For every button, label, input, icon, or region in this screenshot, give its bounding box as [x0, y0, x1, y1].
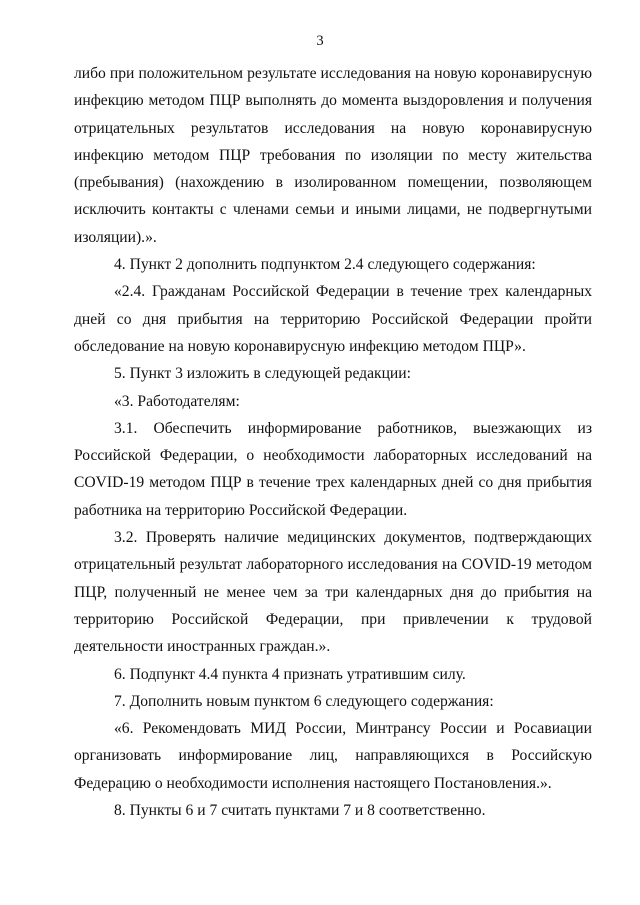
page-number: 3 [316, 33, 324, 49]
paragraph-subitem-3-2: 3.2. Проверять наличие медицинских документов, подтверждающих отрицательный результат лабораторного исследования на COVID-19 методом ПЦР, полученный не менее чем за три календарных дня до прибытия на территорию Российской Федерации, при привлечении к трудовой деятельности иностранных граждан.». [74, 529, 592, 656]
paragraph-subitem-2-4: «2.4. Гражданам Российской Федерации в течение трех календарных дней со дня прибытия на территорию Российской Федерации пройти обследование на новую коронавирусную инфекцию методом ПЦР». [74, 283, 592, 355]
paragraph-item-7: 7. Дополнить новым пунктом 6 следующего содержания: [114, 692, 494, 710]
paragraph-item-6: 6. Подпункт 4.4 пункта 4 признать утратившим силу. [114, 665, 466, 683]
paragraph-new-item-6: «6. Рекомендовать МИД России, Минтрансу России и Росавиации организовать информирование лиц, направляющихся в Российскую Федерацию о необходимости исполнения настоящего Постановления.». [74, 720, 592, 792]
paragraph-item-4: 4. Пункт 2 дополнить подпунктом 2.4 следующего содержания: [114, 256, 536, 274]
document-body [74, 60, 592, 824]
paragraph-employers-heading: «3. Работодателям: [114, 392, 240, 410]
paragraph-item-5: 5. Пункт 3 изложить в следующей редакции: [114, 365, 411, 383]
paragraph-item-8: 8. Пункты 6 и 7 считать пунктами 7 и 8 соответственно. [114, 802, 486, 820]
paragraph-subitem-3-1: 3.1. Обеспечить информирование работников, выезжающих из Российской Федерации, о необходимости лабораторных исследований на COVID-19 методом ПЦР в течение трех календарных дней со дня прибытия работника на территорию Российской Федерации. [74, 419, 592, 519]
paragraph-continuation: либо при положительном результате исследования на новую коронавирусную инфекцию методом ПЦР выполнять до момента выздоровления и получения отрицательных результатов исследования на новую коронавирусную инфекцию методом ПЦР требования по изоляции по месту жительства (пребывания) (нахождению в изолированном помещении, позволяющем исключить контакты с членами семьи и иными лицами, не подвергнутыми изоляции).». [74, 65, 592, 246]
